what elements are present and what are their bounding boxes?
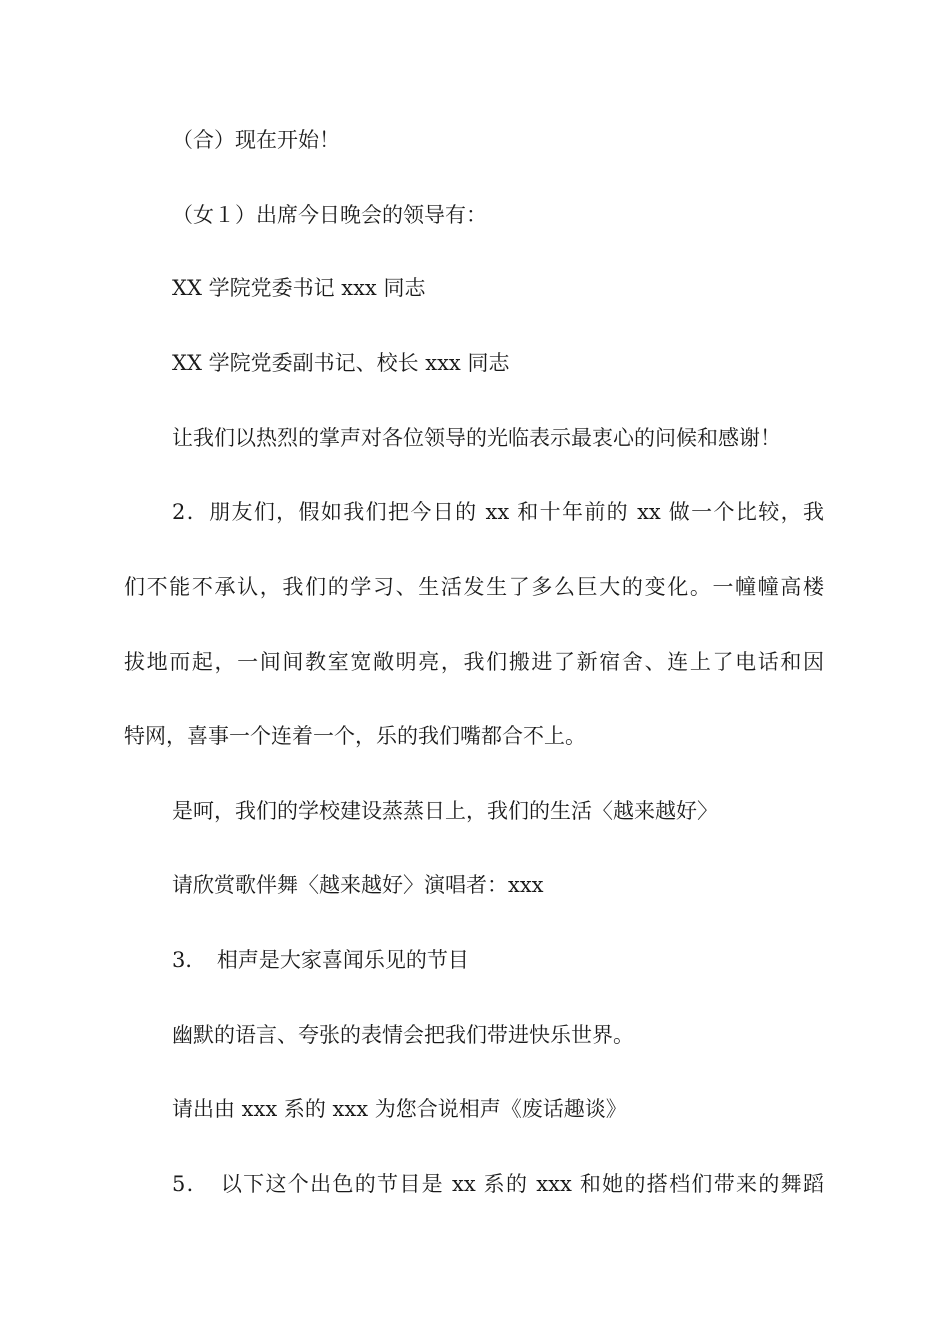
- text-line: （女１）出席今日晚会的领导有：: [172, 203, 487, 227]
- paragraph-line: 特网，喜事一个连着一个，乐的我们嘴都合不上。: [124, 724, 586, 748]
- text-line: XX 学院党委副书记、校长 xxx 同志: [172, 351, 510, 375]
- paragraph-line: 2．朋友们，假如我们把今日的 xx 和十年前的 xx 做一个比较，我: [172, 500, 824, 524]
- text-line: 请出由 xxx 系的 xxx 为您合说相声《废话趣谈》: [172, 1097, 627, 1121]
- text-line: 5． 以下这个出色的节目是 xx 系的 xxx 和她的搭档们带来的舞蹈: [172, 1172, 824, 1196]
- text-line: 是呵，我们的学校建设蒸蒸日上，我们的生活〈越来越好〉: [172, 799, 718, 823]
- text-line: 请欣赏歌伴舞〈越来越好〉演唱者：xxx: [172, 873, 544, 897]
- text-line: （合）现在开始！: [172, 128, 340, 152]
- paragraph-line: 拔地而起，一间间教室宽敞明亮，我们搬进了新宿舍、连上了电话和因: [124, 650, 824, 674]
- text-line: 幽默的语言、夸张的表情会把我们带进快乐世界。: [172, 1023, 634, 1047]
- text-line: 让我们以热烈的掌声对各位领导的光临表示最衷心的问候和感谢！: [172, 426, 781, 450]
- text-line: 3． 相声是大家喜闻乐见的节目: [172, 948, 469, 972]
- text-line: XX 学院党委书记 xxx 同志: [172, 276, 426, 300]
- paragraph-line: 们不能不承认，我们的学习、生活发生了多么巨大的变化。一幢幢高楼: [124, 575, 824, 599]
